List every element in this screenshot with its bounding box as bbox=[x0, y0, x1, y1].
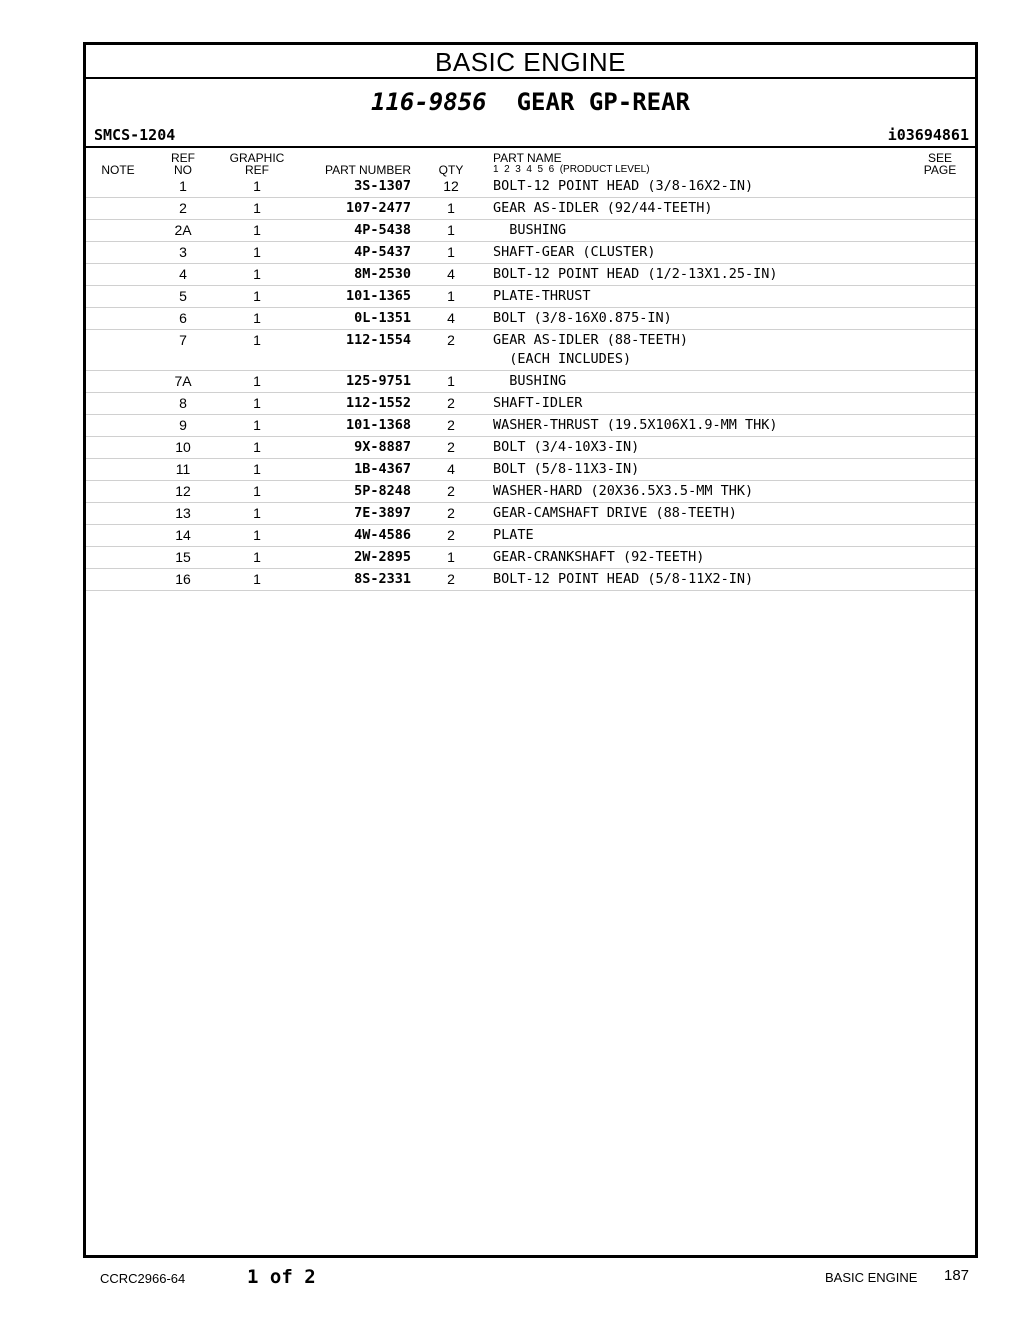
quantity: 2 bbox=[447, 439, 455, 455]
table-row bbox=[86, 371, 975, 393]
part-number: 3S-1307 bbox=[354, 178, 411, 194]
part-number: 7E-3897 bbox=[354, 505, 411, 521]
part-name-line: BOLT (3/8-16X0.875-IN) bbox=[493, 310, 672, 326]
table-row bbox=[86, 393, 975, 415]
col-see-top: SEE bbox=[927, 151, 952, 165]
part-name-line: WASHER-HARD (20X36.5X3.5-MM THK) bbox=[493, 483, 754, 499]
part-number: 0L-1351 bbox=[354, 310, 411, 326]
part-number: 4P-5437 bbox=[354, 244, 411, 260]
graphic-ref: 1 bbox=[253, 439, 261, 455]
col-see-bottom: PAGE bbox=[923, 163, 957, 177]
header-divider bbox=[86, 146, 975, 148]
col-graphic-top: GRAPHIC bbox=[229, 151, 285, 165]
graphic-ref: 1 bbox=[253, 571, 261, 587]
ref-no: 3 bbox=[179, 244, 187, 260]
part-name-line: GEAR-CRANKSHAFT (92-TEETH) bbox=[493, 549, 705, 565]
ref-no: 1 bbox=[179, 178, 187, 194]
table-row bbox=[86, 415, 975, 437]
part-number: 101-1365 bbox=[345, 288, 411, 304]
graphic-ref: 1 bbox=[253, 288, 261, 304]
ref-no: 5 bbox=[179, 288, 187, 304]
graphic-ref: 1 bbox=[253, 244, 261, 260]
table-row bbox=[86, 286, 975, 308]
part-name bbox=[493, 482, 933, 500]
quantity: 2 bbox=[447, 395, 455, 411]
part-name bbox=[493, 394, 933, 412]
col-part-number: PART NUMBER bbox=[324, 163, 411, 177]
part-name bbox=[493, 504, 933, 522]
part-number: 4W-4586 bbox=[354, 527, 411, 543]
graphic-ref: 1 bbox=[253, 310, 261, 326]
table-row bbox=[86, 330, 975, 371]
part-name bbox=[493, 221, 933, 239]
part-name-line: BUSHING bbox=[493, 373, 567, 389]
part-name-line: GEAR AS-IDLER (88-TEETH) bbox=[493, 332, 689, 348]
ref-no: 6 bbox=[179, 310, 187, 326]
part-name-note: (EACH INCLUDES) bbox=[493, 351, 632, 367]
part-number: 107-2477 bbox=[345, 200, 411, 216]
col-part-name: PART NAME bbox=[493, 151, 562, 165]
ref-no: 7A bbox=[174, 373, 192, 389]
quantity: 1 bbox=[447, 200, 455, 216]
quantity: 4 bbox=[447, 461, 455, 477]
smcs-code: SMCS-1204 bbox=[94, 126, 176, 144]
part-name-line: PLATE-THRUST bbox=[493, 288, 591, 304]
graphic-ref: 1 bbox=[253, 266, 261, 282]
part-name bbox=[493, 287, 933, 305]
quantity: 1 bbox=[447, 222, 455, 238]
part-name-line: PLATE bbox=[493, 527, 534, 543]
col-qty: QTY bbox=[438, 163, 464, 177]
group-part-title: GEAR GP-REAR bbox=[516, 88, 690, 116]
part-name-line: GEAR-CAMSHAFT DRIVE (88-TEETH) bbox=[493, 505, 737, 521]
doc-code: CCRC2966-64 bbox=[100, 1271, 186, 1286]
table-row bbox=[86, 437, 975, 459]
part-number: 2W-2895 bbox=[354, 549, 411, 565]
part-name-line: BOLT-12 POINT HEAD (5/8-11X2-IN) bbox=[493, 571, 754, 587]
table-row bbox=[86, 525, 975, 547]
page-number: 187 bbox=[944, 1267, 970, 1284]
ref-no: 16 bbox=[175, 571, 191, 587]
table-row bbox=[86, 176, 975, 198]
part-number: 4P-5438 bbox=[354, 222, 411, 238]
graphic-ref: 1 bbox=[253, 222, 261, 238]
ref-no: 2A bbox=[174, 222, 192, 238]
graphic-ref: 1 bbox=[253, 373, 261, 389]
part-name bbox=[493, 526, 933, 544]
part-name bbox=[493, 199, 933, 217]
graphic-ref: 1 bbox=[253, 395, 261, 411]
part-name bbox=[493, 309, 933, 327]
graphic-ref: 1 bbox=[253, 200, 261, 216]
table-row bbox=[86, 308, 975, 330]
quantity: 2 bbox=[447, 483, 455, 499]
part-number: 125-9751 bbox=[345, 373, 411, 389]
group-part-number: 116-9856 bbox=[371, 88, 487, 116]
quantity: 1 bbox=[447, 244, 455, 260]
part-name bbox=[493, 372, 933, 390]
part-number: 5P-8248 bbox=[354, 483, 411, 499]
table-row bbox=[86, 198, 975, 220]
part-number: 9X-8887 bbox=[354, 439, 411, 455]
col-note: NOTE bbox=[101, 163, 135, 177]
part-name-line: GEAR AS-IDLER (92/44-TEETH) bbox=[493, 200, 713, 216]
footer-section: BASIC ENGINE bbox=[825, 1270, 918, 1285]
section-title: BASIC ENGINE bbox=[86, 45, 975, 79]
part-name-line: BOLT-12 POINT HEAD (3/8-16X2-IN) bbox=[493, 178, 754, 194]
page-of: 1 of 2 bbox=[247, 1266, 316, 1288]
ref-no: 9 bbox=[179, 417, 187, 433]
quantity: 1 bbox=[447, 373, 455, 389]
part-name-line: SHAFT-IDLER bbox=[493, 395, 583, 411]
ref-no: 4 bbox=[179, 266, 187, 282]
col-ref-top: REF bbox=[171, 151, 195, 165]
ref-no: 11 bbox=[175, 461, 191, 477]
col-graphic-bottom: REF bbox=[245, 163, 269, 177]
ref-no: 7 bbox=[179, 332, 187, 348]
col-ref-bottom: NO bbox=[174, 163, 192, 177]
part-name-line: BOLT (3/4-10X3-IN) bbox=[493, 439, 640, 455]
ref-no: 15 bbox=[175, 549, 191, 565]
quantity: 2 bbox=[447, 527, 455, 543]
ref-no: 10 bbox=[175, 439, 191, 455]
part-name-line: SHAFT-GEAR (CLUSTER) bbox=[493, 244, 656, 260]
table-row bbox=[86, 569, 975, 591]
part-number: 8M-2530 bbox=[354, 266, 411, 282]
quantity: 4 bbox=[447, 310, 455, 326]
ref-no: 14 bbox=[175, 527, 191, 543]
ref-no: 2 bbox=[179, 200, 187, 216]
part-name bbox=[493, 265, 933, 283]
table-row bbox=[86, 459, 975, 481]
part-name bbox=[493, 416, 933, 434]
quantity: 2 bbox=[447, 505, 455, 521]
part-name bbox=[493, 570, 933, 588]
part-name bbox=[493, 460, 933, 478]
part-name-line: WASHER-THRUST (19.5X106X1.9-MM THK) bbox=[493, 417, 778, 433]
graphic-ref: 1 bbox=[253, 417, 261, 433]
part-name-line: BUSHING bbox=[493, 222, 567, 238]
quantity: 2 bbox=[447, 332, 455, 348]
ref-no: 12 bbox=[175, 483, 191, 499]
ref-no: 13 bbox=[175, 505, 191, 521]
table-row bbox=[86, 481, 975, 503]
graphic-ref: 1 bbox=[253, 332, 261, 348]
part-name bbox=[493, 438, 933, 456]
col-product-levels: 1 2 3 4 5 6 (PRODUCT LEVEL) bbox=[493, 164, 650, 175]
quantity: 1 bbox=[447, 288, 455, 304]
table-row bbox=[86, 547, 975, 569]
illustration-id: i03694861 bbox=[887, 126, 969, 144]
part-number: 112-1552 bbox=[345, 395, 411, 411]
graphic-ref: 1 bbox=[253, 178, 261, 194]
quantity: 2 bbox=[447, 417, 455, 433]
part-number: 101-1368 bbox=[345, 417, 411, 433]
quantity: 1 bbox=[447, 549, 455, 565]
part-number: 8S-2331 bbox=[354, 571, 411, 587]
part-name bbox=[493, 243, 933, 261]
part-name-line: BOLT-12 POINT HEAD (1/2-13X1.25-IN) bbox=[493, 266, 778, 282]
table-row bbox=[86, 242, 975, 264]
parts-list bbox=[86, 176, 975, 591]
quantity: 4 bbox=[447, 266, 455, 282]
graphic-ref: 1 bbox=[253, 505, 261, 521]
part-name bbox=[493, 177, 933, 195]
part-number: 112-1554 bbox=[345, 332, 411, 348]
part-name-line: BOLT (5/8-11X3-IN) bbox=[493, 461, 640, 477]
part-number: 1B-4367 bbox=[354, 461, 411, 477]
table-row bbox=[86, 264, 975, 286]
page-frame bbox=[83, 42, 978, 1258]
graphic-ref: 1 bbox=[253, 461, 261, 477]
part-name bbox=[493, 331, 933, 368]
graphic-ref: 1 bbox=[253, 483, 261, 499]
quantity: 2 bbox=[447, 571, 455, 587]
graphic-ref: 1 bbox=[253, 527, 261, 543]
table-row bbox=[86, 220, 975, 242]
quantity: 12 bbox=[443, 178, 459, 194]
part-name bbox=[493, 548, 933, 566]
ref-no: 8 bbox=[179, 395, 187, 411]
table-row bbox=[86, 503, 975, 525]
graphic-ref: 1 bbox=[253, 549, 261, 565]
part-title-line bbox=[86, 87, 975, 117]
